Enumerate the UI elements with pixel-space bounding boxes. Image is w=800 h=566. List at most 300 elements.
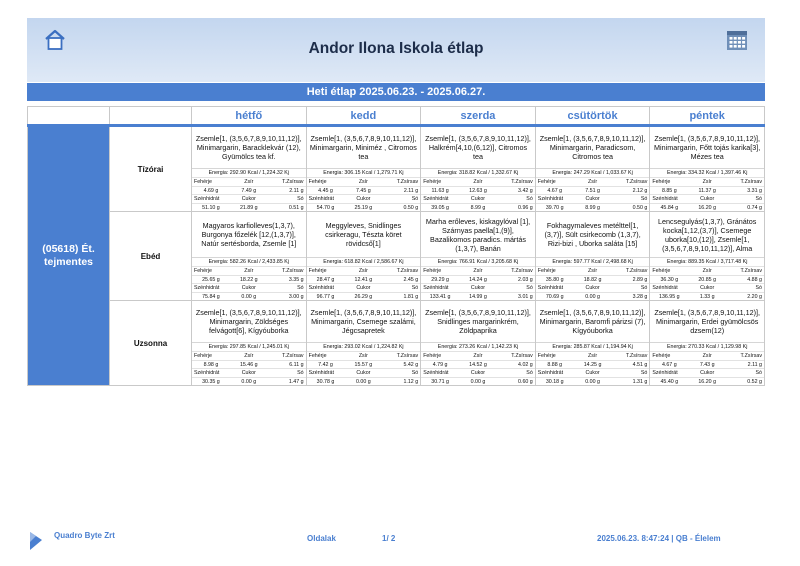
nutrient-values <box>192 203 306 212</box>
fatty-acid-value: 5.42 g <box>403 361 419 368</box>
sugar-value: 8.99 g <box>585 204 600 211</box>
dish-text: Zsemle[1, (3,5,6,7,8,9,10,11,12)], Halkrém[4,10,(6,12)], Citromos tea <box>425 134 531 161</box>
nutrient-labels <box>650 368 764 377</box>
day-header-row <box>28 107 765 126</box>
nutrient-values <box>192 292 306 301</box>
carb-label: Szénhidrát <box>652 285 678 291</box>
carb-label: Szénhidrát <box>194 370 220 376</box>
fat-label: Zsír <box>358 353 368 359</box>
fatty-acid-label: T.Zsírsav <box>740 179 762 185</box>
fatty-acid-label: T.Zsírsav <box>282 179 304 185</box>
dish-text: Zsemle[1, (3,5,6,7,8,9,10,11,12)], Snidlinges margarinkrém, Zöldpaprika <box>425 308 531 335</box>
carb-label: Szénhidrát <box>652 370 678 376</box>
sugar-label: Cukor <box>585 370 600 376</box>
fatty-acid-value: 6.11 g <box>289 361 304 368</box>
dish-text: Zsemle[1, (3,5,6,7,8,9,10,11,12)], Minimargarin, Erdei gyümölcsös dzsem(12) <box>654 308 761 335</box>
salt-value: 0.96 g <box>518 204 533 211</box>
sugar-label: Cukor <box>356 285 371 291</box>
protein-label: Fehérje <box>652 353 671 359</box>
fat-value: 14.24 g <box>469 276 487 283</box>
nutrient-values <box>192 360 306 369</box>
nutrient-values <box>307 377 421 386</box>
salt-label: Só <box>411 285 419 291</box>
meal-name: Uzsonna <box>110 301 192 386</box>
day-header: kedd <box>306 107 421 126</box>
salt-value: 1.47 g <box>288 378 304 385</box>
salt-value: 0.50 g <box>632 204 648 211</box>
fat-label: Zsír <box>702 179 712 185</box>
protein-value: 11.63 g <box>431 187 449 194</box>
nutrient-labels <box>421 283 535 292</box>
nutrient-labels <box>536 283 650 292</box>
nutrient-values <box>536 186 650 195</box>
carb-label: Szénhidrát <box>537 285 564 291</box>
menu-cell <box>306 301 421 386</box>
day-header: szerda <box>421 107 536 126</box>
dish-text: Zsemle[1, (3,5,6,7,8,9,10,11,12)], Minimargarin, Miniméz , Citromos tea <box>309 134 417 161</box>
school-name: (05618) Ét. tejmentes <box>28 126 110 386</box>
carb-value: 39.05 g <box>431 204 449 211</box>
salt-label: Só <box>526 196 533 202</box>
meal-name: Ebéd <box>110 212 192 301</box>
carb-value: 133.41 g <box>429 293 451 300</box>
sugar-value: 26.29 g <box>354 293 373 300</box>
fat-label: Zsír <box>702 353 712 359</box>
carb-value: 30.78 g <box>316 378 335 385</box>
fatty-acid-label: T.Zsírsav <box>396 353 419 359</box>
protein-label: Fehérje <box>423 353 442 359</box>
energy-value: Energia: 270.33 Kcal / 1,129.98 Kj <box>650 342 764 351</box>
sugar-label: Cukor <box>585 285 600 291</box>
fatty-acid-value: 3.31 g <box>747 187 762 194</box>
nutrient-labels <box>536 177 650 186</box>
energy-value: Energia: 297.85 Kcal / 1,245.01 Kj <box>192 342 306 351</box>
fat-value: 20.85 g <box>698 276 717 283</box>
sugar-value: 0.00 g <box>241 293 257 300</box>
carb-label: Szénhidrát <box>423 370 449 376</box>
carb-label: Szénhidrát <box>308 196 334 202</box>
menu-cell <box>421 301 536 386</box>
protein-value: 29.29 g <box>431 276 449 283</box>
carb-label: Szénhidrát <box>308 285 334 291</box>
nutrient-values <box>536 292 650 301</box>
protein-label: Fehérje <box>652 179 671 185</box>
carb-label: Szénhidrát <box>194 285 220 291</box>
fatty-acid-label: T.Zsírsav <box>740 268 762 274</box>
sugar-value: 16.20 g <box>698 378 717 385</box>
sugar-label: Cukor <box>241 285 256 291</box>
fat-value: 7.51 g <box>585 187 600 194</box>
fatty-acid-value: 2.03 g <box>518 276 533 283</box>
dish-text: Zsemle[1, (3,5,6,7,8,9,10,11,12)], Minimargarin, Paradicsom, Citromos tea <box>539 134 646 161</box>
protein-label: Fehérje <box>537 179 556 185</box>
salt-value: 1.31 g <box>632 378 648 385</box>
fat-value: 18.82 g <box>583 276 602 283</box>
calendar-icon[interactable] <box>725 28 749 52</box>
salt-value: 3.28 g <box>632 293 648 300</box>
salt-value: 3.01 g <box>518 293 533 300</box>
sugar-value: 0.00 g <box>585 378 600 385</box>
nutrient-labels <box>536 194 650 203</box>
fat-label: Zsír <box>588 353 598 359</box>
fatty-acid-label: T.Zsírsav <box>625 353 648 359</box>
nutrient-values <box>307 186 421 195</box>
nutrient-labels <box>421 368 535 377</box>
carb-value: 45.84 g <box>660 204 679 211</box>
nutrient-values <box>307 360 421 369</box>
protein-label: Fehérje <box>652 268 671 274</box>
salt-label: Só <box>755 370 762 376</box>
fatty-acid-value: 2.89 g <box>632 276 648 283</box>
salt-label: Só <box>526 370 533 376</box>
sugar-label: Cukor <box>470 370 486 376</box>
sugar-label: Cukor <box>700 196 715 202</box>
salt-value: 0.60 g <box>518 378 533 385</box>
fatty-acid-label: T.Zsírsav <box>511 268 533 274</box>
nutrient-values <box>421 292 535 301</box>
menu-cell <box>306 126 421 212</box>
carb-value: 39.70 g <box>545 204 564 211</box>
fat-label: Zsír <box>473 179 483 185</box>
sugar-label: Cukor <box>585 196 600 202</box>
protein-value: 4.69 g <box>203 187 219 194</box>
protein-value: 35.80 g <box>545 276 564 283</box>
menu-cell <box>421 212 536 301</box>
fat-value: 7.45 g <box>356 187 371 194</box>
salt-label: Só <box>526 285 533 291</box>
fat-label: Zsír <box>473 268 483 274</box>
salt-value: 2.20 g <box>747 293 762 300</box>
carb-value: 45.40 g <box>660 378 679 385</box>
fatty-acid-value: 2.11 g <box>289 187 304 194</box>
nutrient-values <box>650 203 764 212</box>
footer-timestamp: 2025.06.23. 8:47:24 | QB - Élelem <box>597 534 721 543</box>
fat-value: 12.41 g <box>354 276 373 283</box>
menu-cell <box>192 126 307 212</box>
fatty-acid-label: T.Zsírsav <box>282 268 304 274</box>
protein-value: 4.67 g <box>661 361 677 368</box>
salt-label: Só <box>755 196 762 202</box>
fatty-acid-label: T.Zsírsav <box>511 179 533 185</box>
protein-label: Fehérje <box>423 268 442 274</box>
energy-value: Energia: 618.82 Kcal / 2,586.67 Kj <box>307 257 421 266</box>
nutrient-values <box>536 377 650 386</box>
carb-label: Szénhidrát <box>537 370 564 376</box>
nutrient-values <box>536 360 650 369</box>
energy-value: Energia: 285.87 Kcal / 1,194.94 Kj <box>536 342 650 351</box>
meal-row <box>28 126 765 212</box>
fat-value: 18.22 g <box>239 276 258 283</box>
carb-value: 75.84 g <box>202 293 220 300</box>
protein-value: 4.79 g <box>432 361 448 368</box>
nutrient-values <box>192 275 306 284</box>
protein-label: Fehérje <box>308 353 327 359</box>
sugar-value: 0.00 g <box>470 378 486 385</box>
nutrient-labels <box>421 194 535 203</box>
sugar-label: Cukor <box>700 285 715 291</box>
sugar-label: Cukor <box>700 370 715 376</box>
fatty-acid-value: 2.11 g <box>403 187 419 194</box>
footer-company: Quadro Byte Zrt <box>54 531 115 540</box>
nutrient-values <box>650 275 764 284</box>
protein-label: Fehérje <box>423 179 442 185</box>
nutrient-values <box>650 360 764 369</box>
sugar-label: Cukor <box>470 196 486 202</box>
dish-text: Magyaros karfiolleves(1,3,7), Burgonya főzelék [12,(1,3,7)], Natúr sertésborda, Zsemle [1] <box>201 221 297 248</box>
protein-label: Fehérje <box>308 268 327 274</box>
sugar-label: Cukor <box>241 370 256 376</box>
salt-value: 1.81 g <box>403 293 419 300</box>
nutrient-labels <box>650 283 764 292</box>
carb-label: Szénhidrát <box>194 196 220 202</box>
nutrient-values <box>536 275 650 284</box>
sugar-label: Cukor <box>470 285 486 291</box>
salt-value: 1.12 g <box>403 378 419 385</box>
carb-value: 96.77 g <box>316 293 335 300</box>
nutrient-labels <box>421 351 535 360</box>
salt-value: 0.50 g <box>403 204 419 211</box>
menu-cell <box>535 301 650 386</box>
energy-value: Energia: 889.35 Kcal / 3,717.48 Kj <box>650 257 764 266</box>
carb-label: Szénhidrát <box>308 370 334 376</box>
nutrient-values <box>307 292 421 301</box>
nutrient-labels <box>421 177 535 186</box>
salt-value: 0.74 g <box>747 204 762 211</box>
protein-label: Fehérje <box>194 179 212 185</box>
fatty-acid-value: 3.42 g <box>518 187 533 194</box>
carb-label: Szénhidrát <box>423 196 449 202</box>
fat-label: Zsír <box>473 353 483 359</box>
sugar-value: 0.00 g <box>356 378 371 385</box>
fatty-acid-value: 3.35 g <box>288 276 304 283</box>
nutrient-labels <box>192 177 306 186</box>
fatty-acid-value: 4.88 g <box>747 276 762 283</box>
salt-label: Só <box>297 196 304 202</box>
protein-label: Fehérje <box>308 179 327 185</box>
energy-value: Energia: 273.26 Kcal / 1,142.23 Kj <box>421 342 535 351</box>
dish-text: Zsemle[1, (3,5,6,7,8,9,10,11,12)], Minimargarin, Baracklekvár (12), Gyümölcs tea kf. <box>195 134 302 161</box>
energy-value: Energia: 292.90 Kcal / 1,224.32 Kj <box>192 168 306 177</box>
nutrient-labels <box>192 283 306 292</box>
menu-table <box>27 106 765 386</box>
nutrient-labels <box>307 194 421 203</box>
fat-label: Zsír <box>244 353 254 359</box>
fatty-acid-label: T.Zsírsav <box>511 353 533 359</box>
dish-text: Lencsegulyás(1,3,7), Gránátos kocka[1,12,(3,7)], Csemege uborka[10,(12)], Zsemle[1, (3,5,6,7,8,9,10,11,12)], Alma <box>658 216 757 253</box>
nutrient-labels <box>192 351 306 360</box>
energy-value: Energia: 318.82 Kcal / 1,332.67 Kj <box>421 168 535 177</box>
fatty-acid-label: T.Zsírsav <box>625 268 648 274</box>
nutrient-labels <box>650 194 764 203</box>
day-header: csütörtök <box>535 107 650 126</box>
nutrient-labels <box>536 368 650 377</box>
sugar-value: 8.99 g <box>470 204 486 211</box>
carb-label: Szénhidrát <box>537 196 564 202</box>
sugar-value: 25.19 g <box>354 204 373 211</box>
nutrient-values <box>421 186 535 195</box>
protein-value: 4.67 g <box>547 187 563 194</box>
carb-value: 70.69 g <box>545 293 564 300</box>
energy-value: Energia: 334.32 Kcal / 1,397.46 Kj <box>650 168 764 177</box>
page-title: Andor Ilona Iskola étlap <box>308 40 484 57</box>
nutrient-labels <box>536 266 650 275</box>
menu-cell <box>421 126 536 212</box>
carb-label: Szénhidrát <box>423 285 449 291</box>
dish-text: Zsemle[1, (3,5,6,7,8,9,10,11,12)], Minimargarin, Főtt tojás karika[3], Mézes tea <box>654 134 761 161</box>
fat-value: 12.63 g <box>469 187 487 194</box>
nutrient-values <box>421 360 535 369</box>
nutrient-values <box>192 377 306 386</box>
salt-value: 0.51 g <box>288 204 304 211</box>
nutrient-values <box>192 186 306 195</box>
menu-cell <box>650 212 765 301</box>
menu-cell <box>650 126 765 212</box>
protein-label: Fehérje <box>537 353 556 359</box>
protein-value: 8.85 g <box>661 187 677 194</box>
fatty-acid-value: 2.45 g <box>403 276 419 283</box>
salt-label: Só <box>640 196 648 202</box>
sugar-value: 1.33 g <box>699 293 715 300</box>
energy-value: Energia: 293.02 Kcal / 1,224.82 Kj <box>307 342 421 351</box>
fat-label: Zsír <box>244 179 254 185</box>
protein-value: 36.30 g <box>660 276 679 283</box>
protein-value: 25.65 g <box>202 276 220 283</box>
menu-cell <box>192 301 307 386</box>
sugar-value: 21.89 g <box>239 204 258 211</box>
energy-value: Energia: 247.29 Kcal / 1,033.67 Kj <box>536 168 650 177</box>
menu-cell <box>192 212 307 301</box>
fatty-acid-value: 4.02 g <box>518 361 533 368</box>
dish-text: Zsemle[1, (3,5,6,7,8,9,10,11,12)], Minimargarin, Zöldséges felvágott[6], Kígyóuborka <box>195 308 302 335</box>
nutrient-values <box>650 292 764 301</box>
dish-text: Marha erőleves, kiskagylóval [1], Szárnyas paella[1,(9)], Bazalikomos paradics. mártás (1,3,7), Banán <box>425 216 531 253</box>
nutrient-labels <box>307 266 421 275</box>
menu-cell <box>650 301 765 386</box>
day-header: péntek <box>650 107 765 126</box>
fat-label: Zsír <box>244 268 254 274</box>
fat-value: 15.57 g <box>354 361 373 368</box>
day-header: hétfő <box>192 107 307 126</box>
fatty-acid-label: T.Zsírsav <box>282 353 304 359</box>
meal-name: Tízórai <box>110 126 192 212</box>
nutrient-values <box>650 377 764 386</box>
fat-value: 7.49 g <box>241 187 257 194</box>
salt-label: Só <box>640 370 648 376</box>
nutrient-labels <box>650 351 764 360</box>
energy-value: Energia: 597.77 Kcal / 2,498.68 Kj <box>536 257 650 266</box>
carb-label: Szénhidrát <box>652 196 678 202</box>
fatty-acid-label: T.Zsírsav <box>396 179 419 185</box>
fat-value: 14.25 g <box>583 361 602 368</box>
salt-label: Só <box>640 285 648 291</box>
fatty-acid-label: T.Zsírsav <box>396 268 419 274</box>
fat-label: Zsír <box>358 268 368 274</box>
fatty-acid-label: T.Zsírsav <box>740 353 762 359</box>
nutrient-labels <box>307 177 421 186</box>
carb-value: 136.95 g <box>659 293 680 300</box>
meal-row <box>28 301 765 386</box>
salt-label: Só <box>411 370 419 376</box>
fatty-acid-label: T.Zsírsav <box>625 179 648 185</box>
fatty-acid-value: 2.11 g <box>747 361 762 368</box>
protein-label: Fehérje <box>537 268 556 274</box>
protein-value: 8.98 g <box>203 361 219 368</box>
salt-label: Só <box>297 285 304 291</box>
fat-label: Zsír <box>702 268 712 274</box>
nutrient-values <box>650 186 764 195</box>
footer-pages-label: Oldalak <box>307 534 336 543</box>
fat-value: 11.37 g <box>698 187 716 194</box>
sugar-label: Cukor <box>356 196 371 202</box>
protein-label: Fehérje <box>194 353 212 359</box>
energy-value: Energia: 766.91 Kcal / 3,205.68 Kj <box>421 257 535 266</box>
footer-page-number: 1/ 2 <box>382 534 396 543</box>
nutrient-labels <box>307 283 421 292</box>
protein-value: 28.47 g <box>316 276 335 283</box>
carb-value: 51.10 g <box>202 204 220 211</box>
salt-label: Só <box>297 370 304 376</box>
dish-text: Zsemle[1, (3,5,6,7,8,9,10,11,12)], Minimargarin, Baromfi párizsi (7), Kígyóuborka <box>539 308 646 335</box>
carb-value: 30.71 g <box>431 378 449 385</box>
nutrient-values <box>421 275 535 284</box>
fat-value: 7.43 g <box>699 361 715 368</box>
fat-value: 14.52 g <box>469 361 487 368</box>
nutrient-labels <box>192 368 306 377</box>
protein-label: Fehérje <box>194 268 212 274</box>
carb-value: 54.70 g <box>316 204 335 211</box>
week-range-bar: Heti étlap 2025.06.23. - 2025.06.27. <box>27 83 765 101</box>
sugar-label: Cukor <box>356 370 371 376</box>
fat-value: 15.46 g <box>239 361 258 368</box>
nutrient-labels <box>650 266 764 275</box>
nutrient-labels <box>421 266 535 275</box>
salt-value: 0.52 g <box>747 378 762 385</box>
carb-value: 30.18 g <box>545 378 564 385</box>
protein-value: 4.45 g <box>318 187 333 194</box>
menu-cell <box>535 126 650 212</box>
nutrient-values <box>307 203 421 212</box>
nutrient-values <box>307 275 421 284</box>
salt-label: Só <box>755 285 762 291</box>
nutrient-labels <box>192 266 306 275</box>
nutrient-values <box>536 203 650 212</box>
fat-label: Zsír <box>588 179 598 185</box>
energy-value: Energia: 306.15 Kcal / 1,279.71 Kj <box>307 168 421 177</box>
sugar-value: 16.20 g <box>698 204 717 211</box>
nutrient-values <box>421 377 535 386</box>
menu-cell <box>306 212 421 301</box>
dish-text: Zsemle[1, (3,5,6,7,8,9,10,11,12)], Minimargarin, Csemege szalámi, Jégcsapretek <box>310 308 417 335</box>
sugar-value: 14.99 g <box>469 293 487 300</box>
fatty-acid-value: 4.51 g <box>632 361 648 368</box>
nutrient-values <box>421 203 535 212</box>
nutrient-labels <box>192 194 306 203</box>
carb-value: 30.35 g <box>202 378 220 385</box>
fat-label: Zsír <box>358 179 368 185</box>
sugar-label: Cukor <box>241 196 256 202</box>
page-header <box>27 18 765 82</box>
protein-value: 7.42 g <box>318 361 333 368</box>
protein-value: 8.88 g <box>547 361 563 368</box>
sugar-value: 0.00 g <box>241 378 257 385</box>
fatty-acid-value: 2.12 g <box>632 187 648 194</box>
salt-label: Só <box>411 196 419 202</box>
sugar-value: 0.00 g <box>585 293 600 300</box>
menu-cell <box>535 212 650 301</box>
energy-value: Energia: 582.26 Kcal / 2,433.85 Kj <box>192 257 306 266</box>
nutrient-labels <box>307 368 421 377</box>
nutrient-labels <box>650 177 764 186</box>
